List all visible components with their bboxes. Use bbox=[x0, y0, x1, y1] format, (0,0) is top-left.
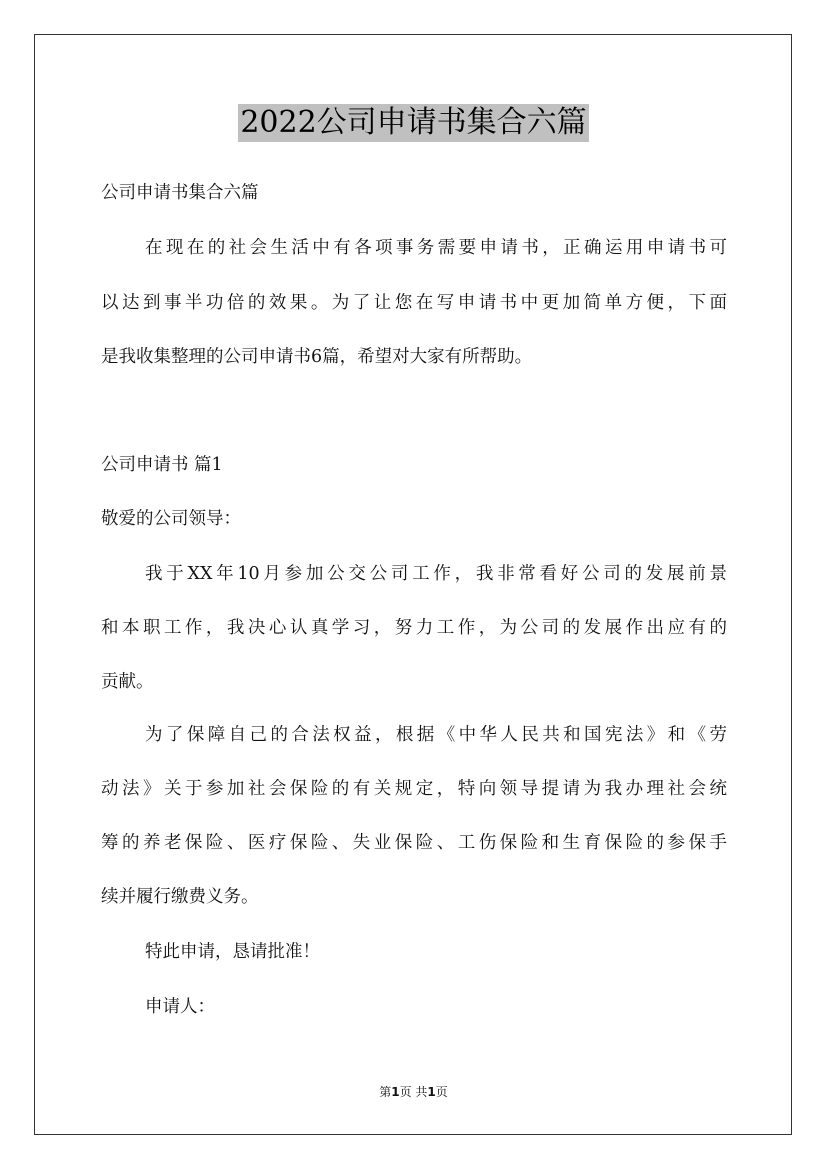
intro-line-2: 以达到事半功倍的效果。为了让您在写申请书中更加简单方便，下面 bbox=[101, 293, 727, 313]
section-heading: 公司申请书 篇1 bbox=[101, 455, 223, 475]
para1-line-2: 和本职工作，我决心认真学习，努力工作，为公司的发展作出应有的 bbox=[101, 618, 727, 638]
footer-suffix: 页 bbox=[435, 1085, 448, 1099]
para2-line-4: 续并履行缴费义务。 bbox=[101, 887, 259, 907]
para1-line-3: 贡献。 bbox=[101, 672, 154, 692]
footer-current-page: 1 bbox=[391, 1085, 400, 1099]
closing-line: 特此申请，恳请批准！ bbox=[145, 942, 320, 962]
intro-line-3: 是我收集整理的公司申请书6篇，希望对大家有所帮助。 bbox=[101, 347, 533, 367]
document-subtitle: 公司申请书集合六篇 bbox=[101, 183, 259, 203]
para2-line-3: 筹的养老保险、医疗保险、失业保险、工伤保险和生育保险的参保手 bbox=[101, 833, 727, 853]
salutation: 敬爱的公司领导： bbox=[101, 509, 241, 529]
footer-prefix: 第 bbox=[379, 1085, 392, 1099]
para2-line-2: 动法》关于参加社会保险的有关规定，特向领导提请为我办理社会统 bbox=[101, 779, 727, 799]
title-container bbox=[0, 104, 827, 142]
footer-total-pages: 1 bbox=[427, 1085, 436, 1099]
page-footer bbox=[0, 1084, 827, 1100]
applicant-line: 申请人： bbox=[145, 997, 215, 1017]
intro-line-1: 在现在的社会生活中有各项事务需要申请书，正确运用申请书可 bbox=[145, 238, 727, 258]
para1-line-1: 我于XX年10月参加公交公司工作，我非常看好公司的发展前景 bbox=[145, 564, 727, 584]
document-title: 2022公司申请书集合六篇 bbox=[240, 105, 587, 140]
para2-line-1: 为了保障自己的合法权益，根据《中华人民共和国宪法》和《劳 bbox=[145, 725, 727, 745]
footer-mid: 页 共 bbox=[399, 1085, 428, 1099]
